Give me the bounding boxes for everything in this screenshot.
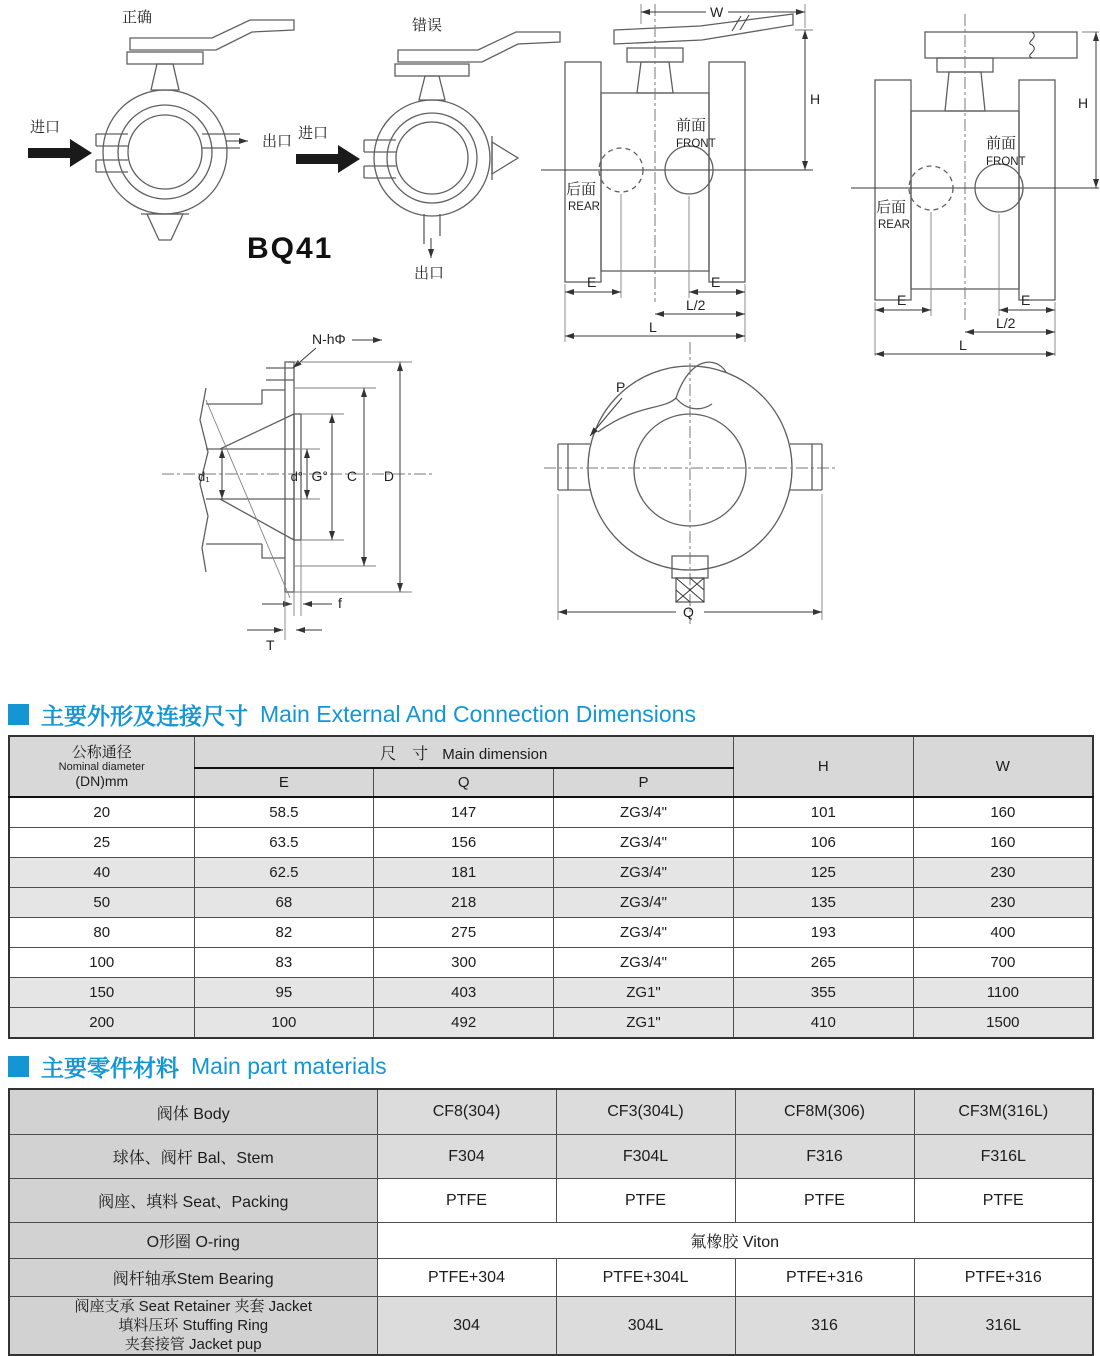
cell-q: 275 — [374, 918, 554, 948]
material-value: F316L — [914, 1135, 1093, 1179]
rear-label-en: REAR — [878, 219, 910, 231]
l-dim-label: L — [959, 337, 967, 353]
rear-label-cn: 后面 — [566, 181, 597, 198]
nominal-diameter-en: Nominal diameter — [58, 761, 145, 773]
cell-dn: 150 — [9, 978, 194, 1008]
table-row — [9, 1259, 1093, 1297]
section-bullet-icon — [8, 704, 29, 725]
q-dim-label: Q — [683, 604, 694, 620]
bottom-outlet-pipe — [424, 214, 440, 244]
cell-q: 147 — [374, 797, 554, 828]
e-dim-label: E — [897, 292, 907, 308]
valve-bore-circle — [128, 115, 202, 189]
cell-h: 125 — [733, 858, 913, 888]
stem — [419, 76, 445, 100]
cell-h: 135 — [733, 888, 913, 918]
d1-dim-label: d₁ — [198, 469, 210, 484]
right-flange — [709, 62, 745, 282]
material-value: PTFE — [914, 1179, 1093, 1223]
outlet-label: 出口 — [414, 265, 445, 282]
cell-dn: 40 — [9, 858, 194, 888]
cell-e: 62.5 — [194, 858, 374, 888]
cell-q: 218 — [374, 888, 554, 918]
table-row — [9, 1179, 1093, 1223]
cell-w: 1500 — [913, 1008, 1093, 1039]
table-row — [9, 1223, 1093, 1259]
material-value: CF8(304) — [377, 1089, 556, 1135]
material-part-label — [9, 1297, 377, 1356]
w-dim-label: W — [710, 4, 724, 20]
drawing-flange-section — [162, 331, 432, 653]
valve-jacket-circle — [374, 100, 490, 216]
correct-label: 正确 — [122, 9, 153, 26]
front-label-en: FRONT — [676, 138, 716, 150]
mount-plate — [127, 52, 203, 64]
drawing-jacket-view — [544, 342, 836, 624]
dimensions-title-en: Main External And Connection Dimensions — [260, 701, 696, 727]
material-part-label: 阀座、填料 Seat、Packing — [9, 1179, 377, 1223]
valve-jacket-circle — [103, 90, 227, 214]
table-row — [9, 918, 1093, 948]
d-dim-label: D — [383, 468, 394, 484]
front-label-cn: 前面 — [676, 117, 707, 134]
cell-h: 265 — [733, 948, 913, 978]
t-dim-label: T — [266, 637, 275, 653]
drawing-wrong-orientation — [296, 17, 560, 282]
material-part-label: 阀体 Body — [9, 1089, 377, 1135]
inlet-label: 进口 — [298, 125, 329, 142]
material-value: F304L — [556, 1135, 735, 1179]
cell-p: ZG3/4" — [554, 948, 734, 978]
h-dim-label: H — [810, 91, 821, 107]
cell-h: 193 — [733, 918, 913, 948]
col-header-p: P — [554, 768, 734, 797]
l2-dim-label: L/2 — [686, 297, 706, 313]
rear-label-en: REAR — [568, 201, 600, 213]
cell-e: 95 — [194, 978, 374, 1008]
material-value: PTFE — [377, 1179, 556, 1223]
cell-p: ZG3/4" — [554, 918, 734, 948]
table-row — [9, 1089, 1093, 1135]
valve-body-circle — [118, 105, 212, 199]
model-code: BQ41 — [247, 232, 334, 265]
cell-h: 355 — [733, 978, 913, 1008]
cell-p: ZG3/4" — [554, 828, 734, 858]
valve-body-circle — [387, 113, 477, 203]
cell-e: 63.5 — [194, 828, 374, 858]
h-dim-label: H — [1078, 95, 1089, 111]
cell-q: 403 — [374, 978, 554, 1008]
cell-dn: 80 — [9, 918, 194, 948]
col-header-main-dimension — [194, 736, 733, 768]
table-row — [9, 1297, 1093, 1356]
cell-q: 492 — [374, 1008, 554, 1039]
table-row — [9, 858, 1093, 888]
inlet-label: 进口 — [30, 119, 61, 136]
nominal-diameter-unit: (DN)mm — [75, 773, 129, 789]
front-label-cn: 前面 — [986, 135, 1017, 152]
material-part-label: 球体、阀杆 Bal、Stem — [9, 1135, 377, 1179]
cell-dn: 100 — [9, 948, 194, 978]
e-dim-label: E — [711, 274, 721, 290]
material-value: 304 — [377, 1297, 556, 1356]
left-flange — [565, 62, 601, 282]
dimensions-section-title — [8, 698, 696, 731]
handle — [398, 32, 560, 62]
material-value: PTFE+316 — [914, 1259, 1093, 1297]
handle-bar — [925, 32, 1077, 58]
cell-p: ZG3/4" — [554, 858, 734, 888]
cell-dn: 25 — [9, 828, 194, 858]
cell-e: 58.5 — [194, 797, 374, 828]
l2-dim-label: L/2 — [996, 315, 1016, 331]
dimensions-table — [8, 735, 1094, 1039]
right-flange — [1019, 80, 1055, 300]
material-value: CF3M(316L) — [914, 1089, 1093, 1135]
material-part-label-line3: 夹套接管 Jacket pup — [124, 1336, 262, 1353]
col-header-nominal-diameter — [9, 736, 194, 797]
dimensions-title-cn: 主要外形及连接尺寸 — [41, 703, 248, 729]
jacket-inlet-pipes — [364, 140, 396, 178]
table-row — [9, 1135, 1093, 1179]
bolt-pattern-leader — [293, 348, 316, 368]
material-value: PTFE — [735, 1179, 914, 1223]
col-header-w: W — [913, 736, 1093, 797]
nominal-diameter-cn: 公称通径 — [71, 744, 132, 761]
drain-funnel — [147, 214, 183, 240]
material-part-label-line2: 填料压环 Stuffing Ring — [118, 1317, 269, 1334]
materials-title-cn: 主要零件材料 — [41, 1055, 179, 1081]
inlet-arrow — [296, 145, 360, 173]
cell-w: 230 — [913, 888, 1093, 918]
material-value: PTFE+304 — [377, 1259, 556, 1297]
cell-w: 700 — [913, 948, 1093, 978]
table-row — [9, 797, 1093, 828]
drawing-front-view-left — [541, 4, 820, 342]
bolt-hole — [266, 368, 294, 380]
materials-table — [8, 1088, 1094, 1356]
handle — [130, 20, 294, 50]
material-value: 304L — [556, 1297, 735, 1356]
col-header-e: E — [194, 768, 374, 797]
cell-e: 100 — [194, 1008, 374, 1039]
cell-p: ZG1" — [554, 978, 734, 1008]
cell-q: 156 — [374, 828, 554, 858]
mount-plate — [395, 64, 469, 76]
left-flange — [875, 80, 911, 300]
material-value: F304 — [377, 1135, 556, 1179]
material-part-label: 阀杆轴承Stem Bearing — [9, 1259, 377, 1297]
cell-dn: 200 — [9, 1008, 194, 1039]
material-value-span: 氟橡胶 Viton — [377, 1223, 1093, 1259]
material-value: CF8M(306) — [735, 1089, 914, 1135]
cell-w: 1100 — [913, 978, 1093, 1008]
jacket-scroll-curve-inner — [676, 398, 712, 409]
material-value: CF3(304L) — [556, 1089, 735, 1135]
cell-w: 160 — [913, 828, 1093, 858]
g-dim-label: G° — [311, 468, 328, 484]
materials-title-en: Main part materials — [191, 1053, 387, 1079]
cell-w: 230 — [913, 858, 1093, 888]
right-port — [790, 444, 822, 490]
valve-bore-circle — [396, 122, 468, 194]
cell-p: ZG3/4" — [554, 888, 734, 918]
cell-q: 300 — [374, 948, 554, 978]
material-value: PTFE — [556, 1179, 735, 1223]
d2-dim-label: d° — [290, 469, 303, 484]
cell-q: 181 — [374, 858, 554, 888]
cell-h: 101 — [733, 797, 913, 828]
inlet-arrow — [28, 139, 92, 167]
cell-w: 160 — [913, 797, 1093, 828]
cell-p: ZG3/4" — [554, 797, 734, 828]
wrong-label: 错误 — [412, 17, 443, 34]
material-value: 316 — [735, 1297, 914, 1356]
table-row — [9, 828, 1093, 858]
drawing-front-view-right — [851, 14, 1099, 356]
handle-break-marks — [732, 15, 749, 31]
jacket-inlet-pipes — [96, 134, 128, 172]
bolt-pattern-label: N-hΦ — [312, 331, 346, 347]
col-header-q: Q — [374, 768, 554, 797]
material-value: PTFE+304L — [556, 1259, 735, 1297]
p-label: P — [616, 379, 626, 395]
table-row — [9, 978, 1093, 1008]
c-dim-label: C — [346, 468, 357, 484]
cell-dn: 50 — [9, 888, 194, 918]
cell-w: 400 — [913, 918, 1093, 948]
material-value: PTFE+316 — [735, 1259, 914, 1297]
handle-break-mark — [1030, 32, 1035, 58]
cell-dn: 20 — [9, 797, 194, 828]
main-dimension-en: Main dimension — [442, 745, 548, 763]
cell-e: 82 — [194, 918, 374, 948]
materials-section-title — [8, 1050, 387, 1083]
section-bullet-icon — [8, 1056, 29, 1077]
cell-h: 106 — [733, 828, 913, 858]
front-label-en: FRONT — [986, 156, 1026, 168]
material-part-label: O形圈 O-ring — [9, 1223, 377, 1259]
drawing-correct-orientation — [28, 9, 294, 240]
e-dim-label: E — [1021, 292, 1031, 308]
cell-h: 410 — [733, 1008, 913, 1039]
table-row — [9, 1008, 1093, 1039]
l-dim-label: L — [649, 319, 657, 335]
material-part-label-line1: 阀座支承 Seat Retainer 夹套 Jacket — [74, 1298, 313, 1315]
rear-label-cn: 后面 — [876, 199, 907, 216]
f-dim-label: f — [338, 595, 342, 611]
cell-e: 68 — [194, 888, 374, 918]
cell-e: 83 — [194, 948, 374, 978]
stem — [151, 64, 179, 90]
table-row — [9, 888, 1093, 918]
col-header-h: H — [733, 736, 913, 797]
side-drain-cone — [492, 142, 518, 174]
table-row — [9, 948, 1093, 978]
e-dim-label: E — [587, 274, 597, 290]
outlet-label: 出口 — [262, 133, 293, 150]
left-port — [558, 444, 590, 490]
main-dimension-cn: 尺 寸 — [380, 745, 429, 763]
p-leader — [590, 398, 622, 436]
material-value: F316 — [735, 1135, 914, 1179]
cell-p: ZG1" — [554, 1008, 734, 1039]
material-value: 316L — [914, 1297, 1093, 1356]
